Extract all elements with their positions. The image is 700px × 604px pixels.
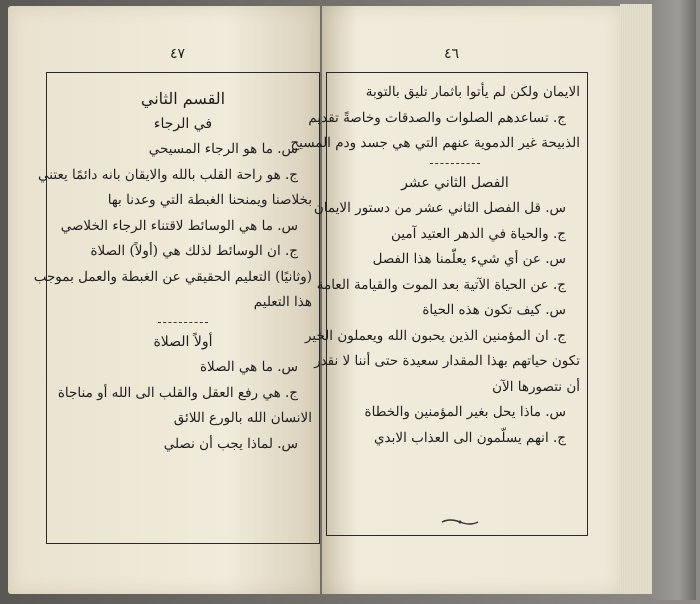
text-line: أن نتصورها الآن	[492, 378, 580, 395]
text-line: الانسان الله بالورع اللائق	[173, 410, 312, 426]
text-line: س. عن أي شيء يعلّمنا هذا الفصل	[372, 251, 566, 267]
text-line: س. لماذا يجب أن نصلي	[163, 435, 298, 452]
left-text-block	[33, 86, 312, 457]
text-line: بخلاصنا ويمنحنا الغبطة التي وعدنا بها	[107, 192, 312, 208]
right-text-block	[290, 80, 580, 451]
section-heading: القسم الثاني	[140, 89, 226, 108]
text-line: (وثانيًا) التعليم الحقيقي عن الغبطة والعمل بموجب	[33, 268, 312, 285]
text-line: س. قل الفصل الثاني عشر من دستور الايمان	[313, 200, 566, 216]
section-rule	[330, 157, 580, 171]
section-rule	[54, 316, 312, 330]
text-line: ج. هي رفع العقل والقلب الى الله أو مناجاة	[57, 384, 298, 401]
text-line: س. ماذا يحل بغير المؤمنين والخطاة	[364, 404, 566, 420]
right-page-number: ٤٦	[444, 46, 460, 62]
text-line: ج. تساعدهم الصلوات والصدقات وخاصةً تقديم	[308, 109, 566, 126]
text-line: تكون حياتهم بهذا المقدار سعيدة حتى أننا لا نقدر	[314, 353, 580, 369]
text-line: ج. عن الحياة الآتية بعد الموت والقيامة العامة	[316, 276, 566, 293]
subsection-heading: في الرجاء	[153, 115, 213, 132]
page-edges	[620, 4, 656, 594]
text-line: الايمان ولكن لم يأتوا باثمار تليق بالتوبة	[365, 84, 580, 100]
ornament-divider	[440, 518, 480, 526]
text-line: هذا التعليم	[253, 294, 312, 310]
text-line: الذبيحة غير الدموية عنهم التي هي جسد ودم المسيح	[290, 135, 580, 151]
subsection-heading: أولاً الصلاة	[153, 333, 213, 350]
text-line: س. ما هي الوسائط لاقتناء الرجاء الخلاصي	[60, 217, 298, 234]
back-cover	[652, 0, 696, 600]
subsection-heading: الفصل الثاني عشر	[401, 174, 509, 191]
text-line: ج. والحياة في الدهر العتيد آمين	[391, 225, 566, 242]
text-line: ج. ان الوسائط لذلك هي (أولاً) الصلاة	[90, 243, 298, 259]
text-line: س. ما هي الصلاة	[199, 359, 298, 375]
text-line: س. ما هو الرجاء المسيحي	[148, 141, 298, 157]
left-page-number: ٤٧	[170, 46, 186, 62]
text-line: س. كيف تكون هذه الحياة	[422, 302, 566, 318]
text-line: ج. انهم يسلّمون الى العذاب الابدي	[373, 429, 566, 446]
text-line: ج. ان المؤمنين الذين يحبون الله ويعملون الخير	[304, 327, 566, 344]
text-line: ج. هو راحة القلب بالله والايقان بانه دائمًا يعتني	[38, 166, 298, 183]
